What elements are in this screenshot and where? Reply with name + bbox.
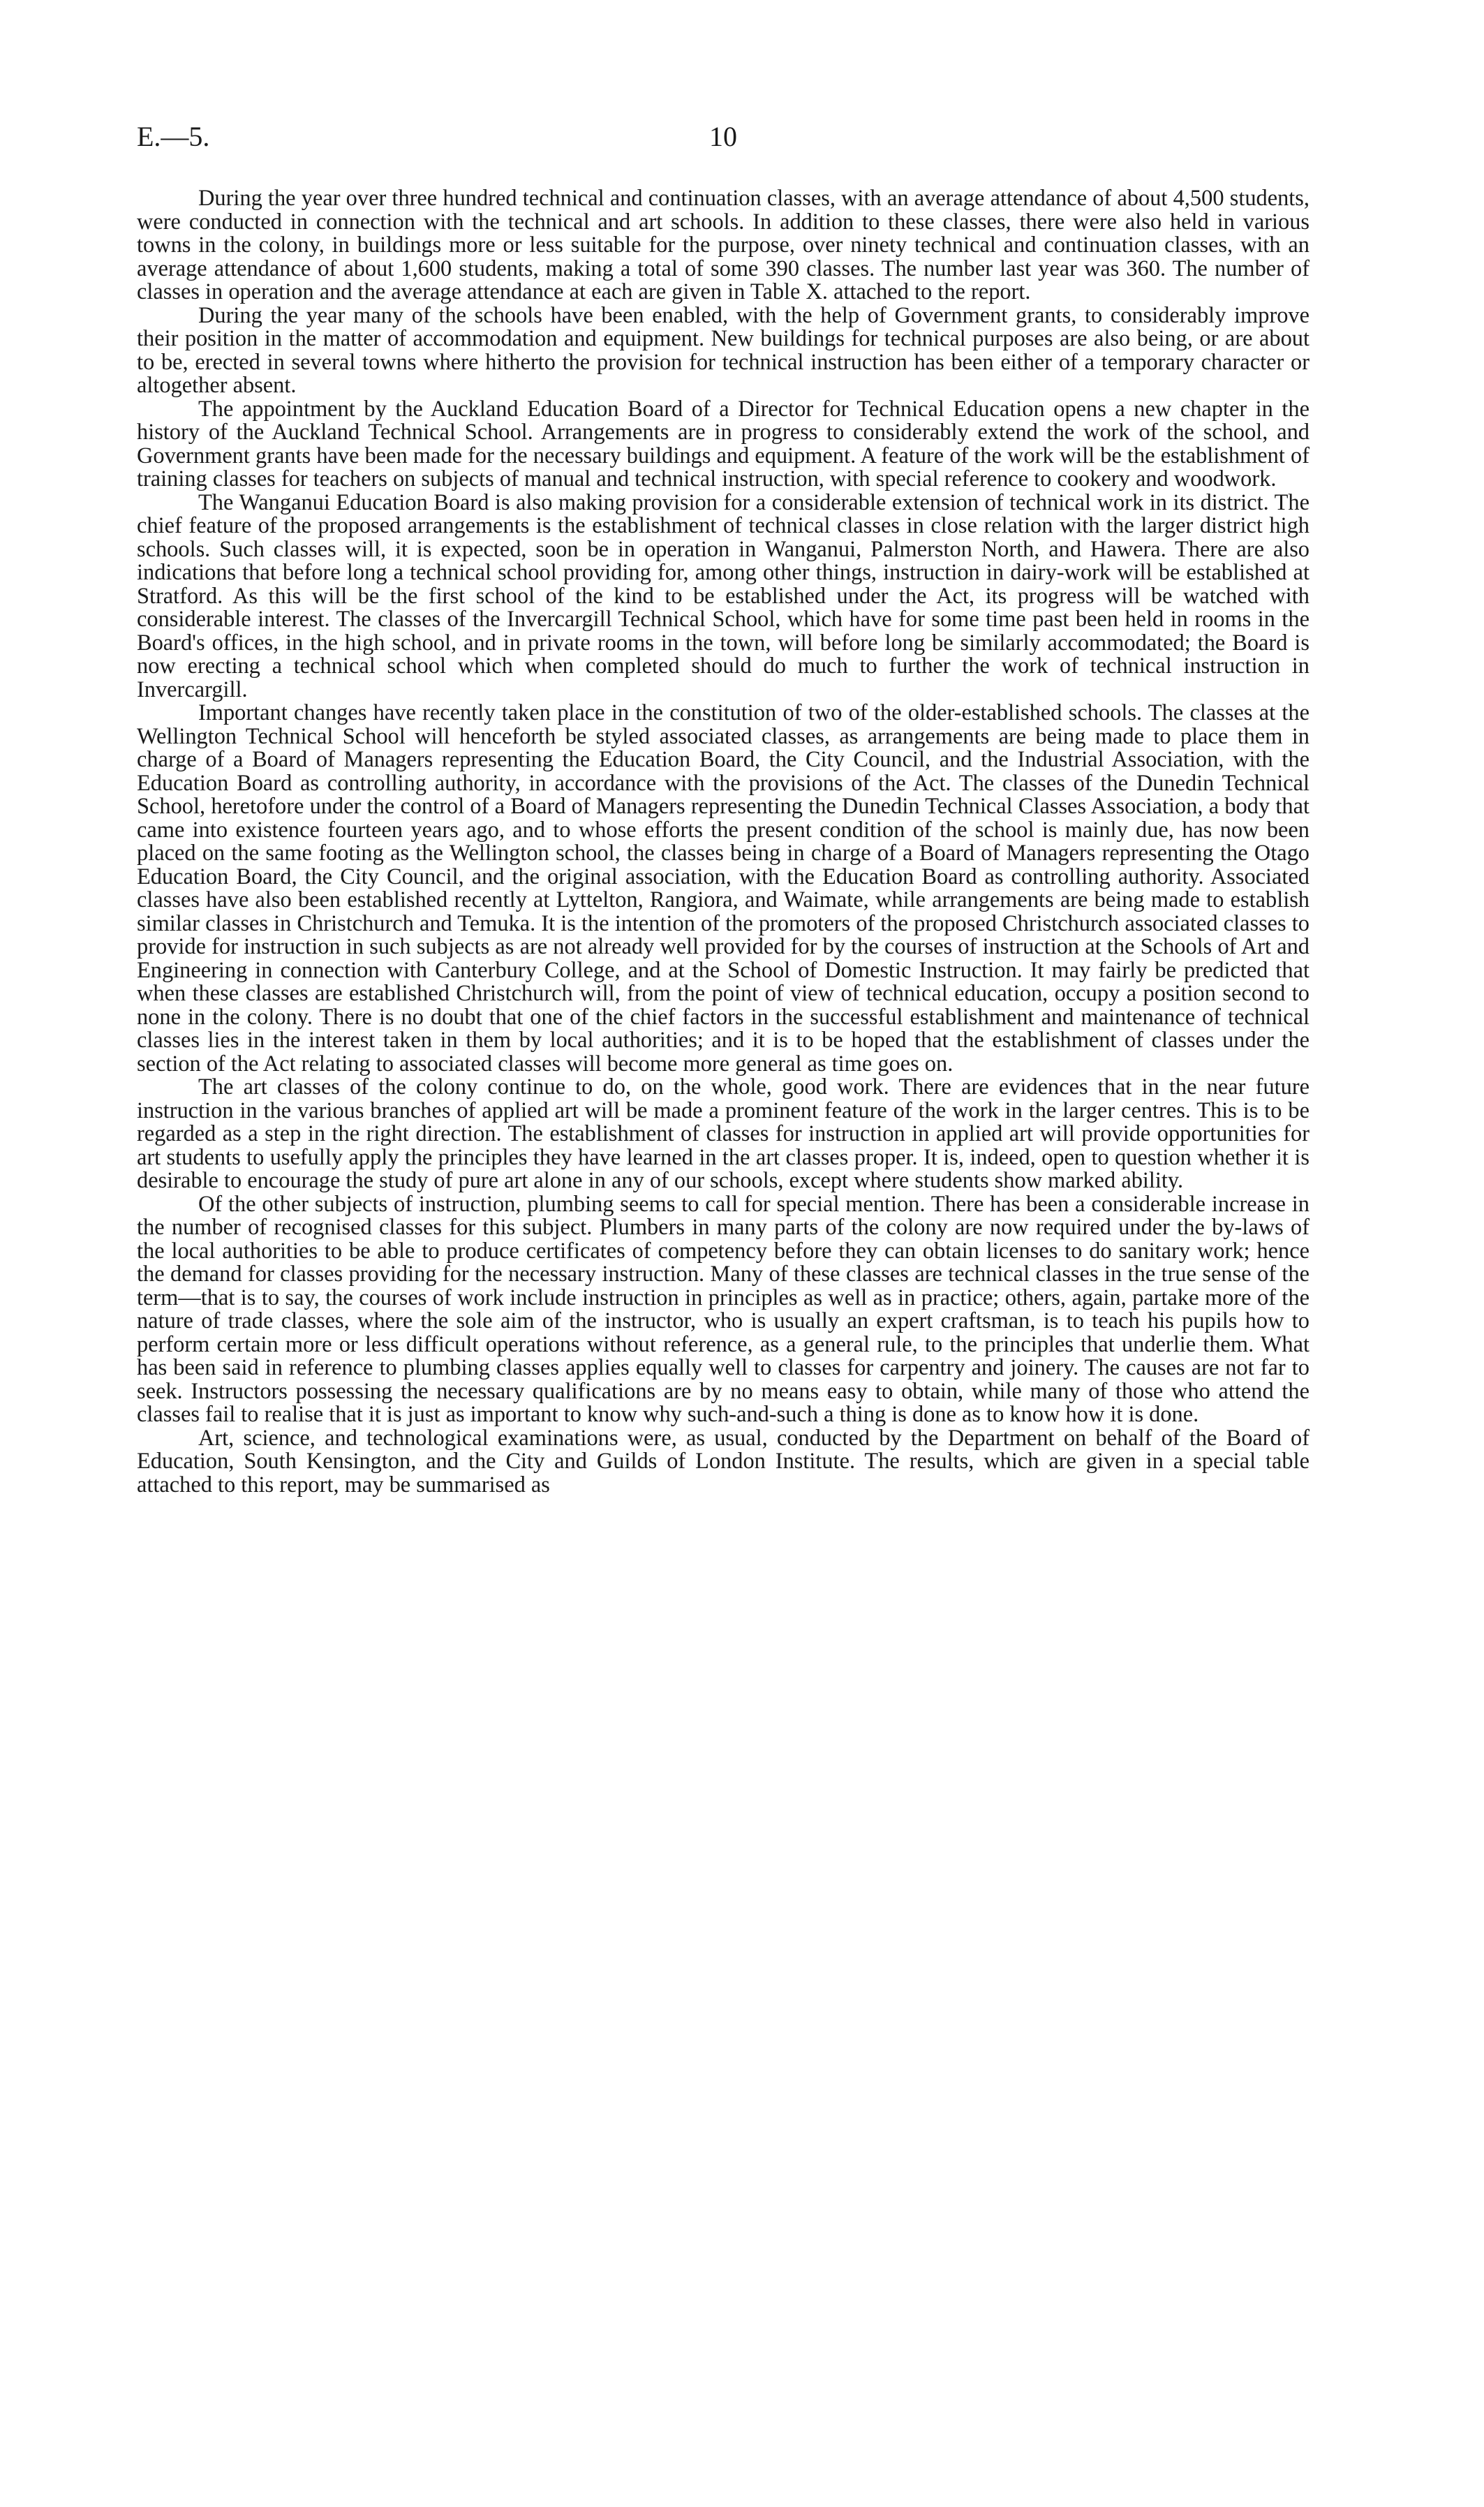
- paragraph: During the year many of the schools have been enabled, with the help of Government grants, to considerably improve their position in the matter of accommodation and equipment. New buildings for technical purposes are also being, or are about to be, erected in several towns where hitherto the provision for technical instruction has been either of a temporary character or altogether absent.: [137, 302, 1309, 398]
- paragraph: During the year over three hundred technical and continuation classes, with an average attendance of about 4,500 students, were conducted in connection with the technical and art schools. In addition to these classes, there were also held in various towns in the colony, in buildings more or less suitable for the purpose, over ninety technical and continuation classes, with an average attendance of about 1,600 students, making a total of some 390 classes. The number last year was 360. The number of classes in operation and the average attendance at each are given in Table X. attached to the report.: [137, 186, 1309, 304]
- paragraph: Of the other subjects of instruction, plumbing seems to call for special mention. There has been a considerable increase in the number of recognised classes for this subject. Plumbers in many parts of the colony are now required under the by-laws of the local authorities to be able to produce certificates of competency before they can obtain licenses to do sanitary work; hence the demand for classes providing for the necessary instruction. Many of these classes are technical classes in the true sense of the term—that is to say, the courses of work include instruction in principles as well as in practice; others, again, partake more of the nature of trade classes, where the sole aim of the instructor, who is usually an expert craftsman, is to teach his pupils how to perform certain more or less difficult operations without reference, as a general rule, to the principles that underlie them. What has been said in reference to plumbing classes applies equally well to classes for carpentry and joinery. The causes are not far to seek. Instructors possessing the necessary qualifications are by no means easy to obtain, while many of those who attend the classes fail to realise that it is just as important to know why such-and-such a thing is done as to know how it is done.: [137, 1191, 1309, 1427]
- document-body: [137, 187, 1309, 1497]
- page-header: [137, 120, 1309, 162]
- paragraph: The appointment by the Auckland Education Board of a Director for Technical Education opens a new chapter in the history of the Auckland Technical School. Arrangements are in progress to considerably extend the work of the school, and Government grants have been made for the necessary buildings and equipment. A feature of the work will be the establishment of training classes for teachers on subjects of manual and technical instruction, with special reference to cookery and woodwork.: [137, 396, 1309, 491]
- paragraph: Important changes have recently taken place in the constitution of two of the older-established schools. The classes at the Wellington Technical School will henceforth be styled associated classes, as arrangements are being made to place them in charge of a Board of Managers representing the Education Board, the City Council, and the Industrial Association, with the Education Board as controlling authority, in accordance with the provisions of the Act. The classes of the Dunedin Technical School, heretofore under the control of a Board of Managers representing the Dunedin Technical Classes Association, a body that came into existence fourteen years ago, and to whose efforts the present condition of the school is mainly due, has now been placed on the same footing as the Wellington school, the classes being in charge of a Board of Managers representing the Otago Education Board, the City Council, and the original association, with the Education Board as controlling authority. Associated classes have also been established recently at Lyttelton, Rangiora, and Waimate, while arrangements are being made to establish similar classes in Christchurch and Temuka. It is the intention of the promoters of the proposed Christchurch associated classes to provide for instruction in such subjects as are not already well provided for by the courses of instruction at the Schools of Art and Engineering in connection with Canterbury College, and at the School of Domestic Instruction. It may fairly be predicted that when these classes are established Christchurch will, from the point of view of technical education, occupy a position second to none in the colony. There is no doubt that one of the chief factors in the successful establishment and maintenance of technical classes lies in the interest taken in them by local authorities; and it is to be hoped that the establishment of classes under the section of the Act relating to associated classes will become more general as time goes on.: [137, 700, 1309, 1077]
- document-code: E.—5.: [137, 121, 210, 152]
- paragraph: Art, science, and technological examinations were, as usual, conducted by the Department on behalf of the Board of Education, South Kensington, and the City and Guilds of London Institute. The results, which are given in a special table attached to this report, may be summarised as: [137, 1425, 1309, 1497]
- paragraph: The art classes of the colony continue to do, on the whole, good work. There are evidences that in the near future instruction in the various branches of applied art will be made a prominent feature of the work in the larger centres. This is to be regarded as a step in the right direction. The establishment of classes for instruction in applied art will provide opportunities for art students to usefully apply the principles they have learned in the art classes proper. It is, indeed, open to question whether it is desirable to encourage the study of pure art alone in any of our schools, except where students show marked ability.: [137, 1074, 1309, 1193]
- paragraph: The Wanganui Education Board is also making provision for a considerable extension of technical work in its district. The chief feature of the proposed arrangements is the establishment of technical classes in close relation with the larger district high schools. Such classes will, it is expected, soon be in operation in Wanganui, Palmerston North, and Hawera. There are also indications that before long a technical school providing for, among other things, instruction in dairy-work will be established at Stratford. As this will be the first school of the kind to be established under the Act, its progress will be watched with considerable interest. The classes of the Invercargill Technical School, which have for some time past been held in rooms in the Board's offices, in the high school, and in private rooms in the town, will before long be similarly accommodated; the Board is now erecting a technical school which when completed should do much to further the work of technical instruction in Invercargill.: [137, 489, 1309, 702]
- page-number: 10: [709, 121, 737, 152]
